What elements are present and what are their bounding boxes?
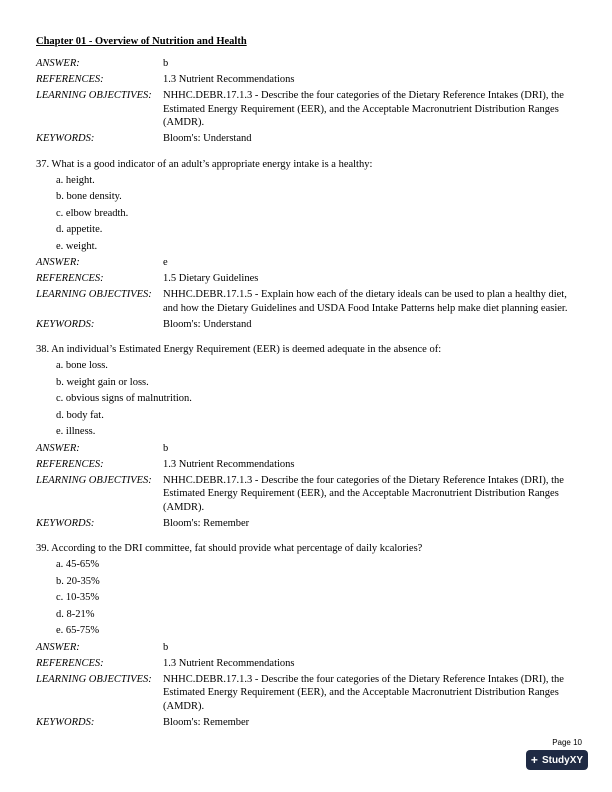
chapter-title: Chapter 01 - Overview of Nutrition and Health: [36, 36, 247, 47]
question-text: 37. What is a good indicator of an adult’s appropriate energy intake is a healthy:: [36, 158, 373, 170]
answer-row: [36, 641, 576, 655]
question-text: 39. According to the DRI committee, fat should provide what percentage of daily kcalories?: [36, 543, 423, 554]
keywords-row: [36, 318, 576, 332]
references-row: [36, 272, 576, 286]
answer-value: b: [163, 58, 169, 69]
references-value: 1.3 Nutrient Recommendations: [163, 657, 295, 669]
references-label: REFERENCES:: [36, 273, 104, 284]
answer-row: [36, 57, 576, 71]
learning-objectives-value: NHHC.DEBR.17.1.5 - Explain how each of the dietary ideals can be used to plan a healthy diet, and how the Dietary Guidelines and USDA Food Intake Patterns help make diet planning easier.: [163, 289, 568, 314]
references-value: 1.3 Nutrient Recommendations: [163, 458, 295, 470]
learning-objectives-row: [36, 474, 576, 515]
references-label: REFERENCES:: [36, 458, 104, 470]
keywords-label: KEYWORDS:: [36, 716, 95, 728]
learning-objectives-label: LEARNING OBJECTIVES:: [36, 90, 152, 101]
learning-objectives-row: [36, 89, 576, 130]
references-label: REFERENCES:: [36, 657, 104, 669]
question-text: 38. An individual’s Estimated Energy Requirement (EER) is deemed adequate in the absence of:: [36, 344, 442, 355]
option-e: e. weight.: [56, 240, 98, 252]
option-d: d. body fat.: [56, 409, 104, 421]
answer-label: ANSWER:: [36, 442, 80, 454]
answer-row: [36, 256, 576, 270]
learning-objectives-row: [36, 288, 576, 315]
answer-block-36: [36, 57, 576, 146]
option-a: a. height.: [56, 174, 95, 186]
logo-xy: XY: [569, 754, 584, 766]
option-c: c. 10-35%: [56, 592, 100, 603]
learning-objectives-value: NHHC.DEBR.17.1.3 - Describe the four categories of the Dietary Reference Intakes (DRI), the Estimated Energy Requirement (EER), and the Acceptable Macronutrient Distribution Ranges (AMDR).: [163, 474, 564, 513]
references-label: REFERENCES:: [36, 74, 104, 85]
keywords-row: [36, 716, 576, 730]
learning-objectives-value: NHHC.DEBR.17.1.3 - Describe the four categories of the Dietary Reference Intakes (DRI), the Estimated Energy Requirement (EER), and the Acceptable Macronutrient Distribution Ranges (AMDR).: [163, 90, 564, 128]
references-value: 1.3 Nutrient Recommendations: [163, 74, 295, 85]
option-a: a. 45-65%: [56, 559, 100, 570]
answer-label: ANSWER:: [36, 58, 80, 69]
option-b: b. weight gain or loss.: [56, 376, 149, 388]
option-c: c. elbow breadth.: [56, 207, 129, 219]
logo-text: Study: [541, 754, 570, 766]
references-row: [36, 73, 576, 87]
document-page: [36, 36, 576, 732]
keywords-row: [36, 132, 576, 146]
keywords-label: KEYWORDS:: [36, 318, 95, 330]
plus-icon: +: [530, 753, 538, 767]
learning-objectives-label: LEARNING OBJECTIVES:: [36, 289, 152, 300]
studyxy-logo[interactable]: [526, 750, 588, 770]
option-c: c. obvious signs of malnutrition.: [56, 393, 192, 404]
answer-label: ANSWER:: [36, 257, 80, 268]
references-value: 1.5 Dietary Guidelines: [163, 273, 259, 284]
option-a: a. bone loss.: [56, 360, 108, 371]
references-row: [36, 458, 576, 472]
question-block-39: [36, 542, 576, 729]
keywords-value: Bloom's: Remember: [163, 517, 250, 529]
learning-objectives-value: NHHC.DEBR.17.1.3 - Describe the four categories of the Dietary Reference Intakes (DRI), the Estimated Energy Requirement (EER), and the Acceptable Macronutrient Distribution Ranges (AMDR).: [163, 673, 564, 712]
keywords-label: KEYWORDS:: [36, 517, 95, 529]
option-e: e. 65-75%: [56, 625, 100, 636]
option-b: b. 20-35%: [56, 575, 100, 587]
keywords-row: [36, 517, 576, 531]
option-e: e. illness.: [56, 426, 96, 437]
learning-objectives-label: LEARNING OBJECTIVES:: [36, 673, 152, 685]
answer-label: ANSWER:: [36, 641, 80, 653]
keywords-value: Bloom's: Remember: [163, 716, 250, 728]
learning-objectives-label: LEARNING OBJECTIVES:: [36, 474, 152, 486]
question-block-37: [36, 158, 576, 332]
option-b: b. bone density.: [56, 191, 122, 202]
option-d: d. 8-21%: [56, 608, 95, 620]
option-d: d. appetite.: [56, 224, 103, 235]
learning-objectives-row: [36, 673, 576, 714]
question-block-38: [36, 343, 576, 530]
page-number: Page 10: [552, 738, 582, 747]
answer-row: [36, 442, 576, 456]
answer-value: b: [163, 442, 169, 454]
references-row: [36, 657, 576, 671]
keywords-label: KEYWORDS:: [36, 133, 95, 144]
answer-value: e: [163, 257, 168, 268]
keywords-value: Bloom's: Understand: [163, 318, 252, 330]
answer-value: b: [163, 641, 169, 653]
keywords-value: Bloom's: Understand: [163, 133, 252, 144]
